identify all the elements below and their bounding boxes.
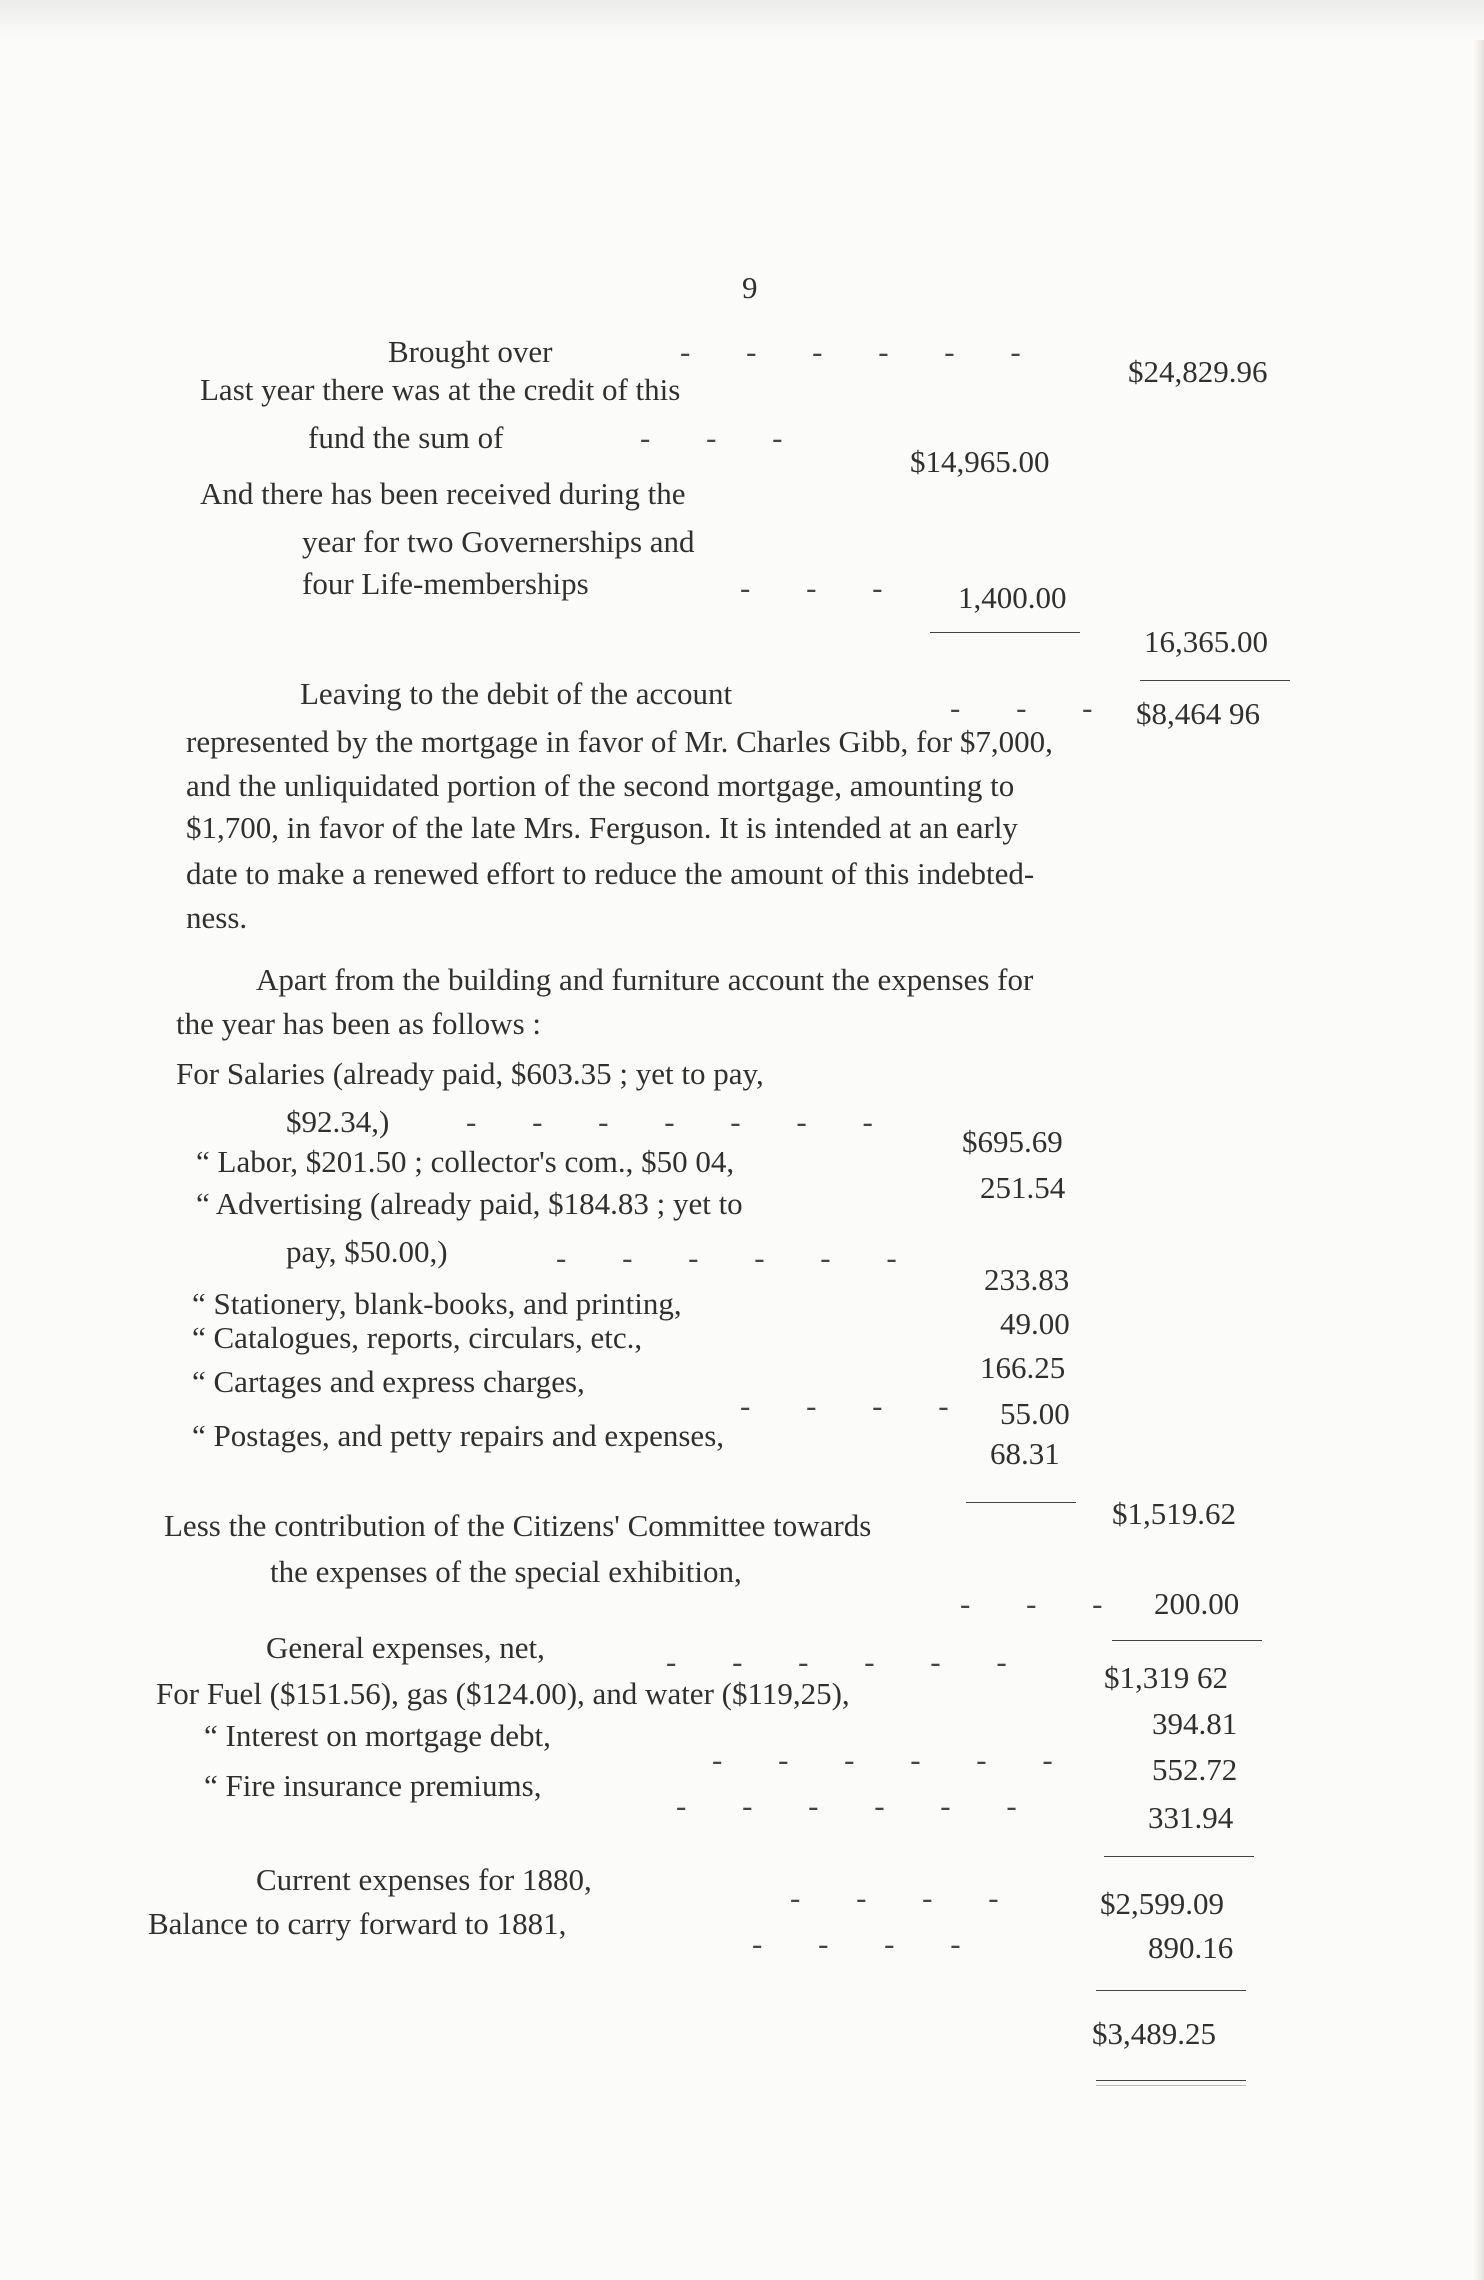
- total-rule: [1096, 1990, 1246, 1991]
- leader-dots: - - -: [740, 570, 907, 605]
- leader-dots: - - -: [960, 1586, 1127, 1621]
- cartages-amount: 55.00: [1000, 1396, 1070, 1431]
- less-amount: 200.00: [1154, 1586, 1240, 1621]
- paragraph-1-line: $1,700, in favor of the late Mrs. Ferguson. It is intended at an early: [186, 810, 1018, 845]
- labor-amount: 251.54: [980, 1170, 1066, 1205]
- leader-dots: - - - - - -: [666, 1644, 1031, 1679]
- balance-amount: 890.16: [1148, 1930, 1234, 1965]
- fire-line: “ Fire insurance premiums,: [204, 1768, 542, 1803]
- paragraph-2-line: Apart from the building and furniture account the expenses for: [256, 962, 1034, 997]
- leader-dots: - - - -: [790, 1880, 1023, 1915]
- less-line-1: Less the contribution of the Citizens' Committee towards: [164, 1508, 872, 1543]
- brought-over-total: $24,829.96: [1128, 354, 1268, 389]
- paragraph-1-line: date to make a renewed effort to reduce the amount of this indebted-: [186, 856, 1035, 891]
- leader-dots: - - - - - -: [676, 1788, 1041, 1823]
- paragraph-1-line: and the unliquidated portion of the second mortgage, amounting to: [186, 768, 1015, 803]
- interest-line: “ Interest on mortgage debt,: [204, 1718, 551, 1753]
- advertising-line-1: “ Advertising (already paid, $184.83 ; yet to: [196, 1186, 743, 1221]
- paragraph-2-line: the year has been as follows :: [176, 1006, 541, 1041]
- subtotal-rule: [966, 1502, 1076, 1503]
- received-amount: 1,400.00: [958, 580, 1067, 615]
- postages-line: “ Postages, and petty repairs and expenses,: [192, 1418, 725, 1453]
- leader-dots: - - - - - -: [680, 334, 1045, 369]
- paragraph-1-line: represented by the mortgage in favor of Mr. Charles Gibb, for $7,000,: [186, 724, 1053, 759]
- advertising-amount: 233.83: [984, 1262, 1070, 1297]
- received-line-2: year for two Governerships and: [302, 524, 695, 559]
- stationery-line: “ Stationery, blank-books, and printing,: [192, 1286, 682, 1321]
- leader-dots: - - - - - - -: [466, 1104, 897, 1139]
- received-total: 16,365.00: [1144, 624, 1268, 659]
- received-line-1: And there has been received during the: [200, 476, 686, 511]
- grand-total-double-rule: [1096, 2080, 1246, 2081]
- leader-dots: - - - - - -: [712, 1742, 1077, 1777]
- credit-line-1: Last year there was at the credit of this: [200, 372, 681, 407]
- leaving-label: Leaving to the debit of the account: [300, 676, 733, 711]
- leader-dots: - - -: [950, 690, 1117, 725]
- fuel-line: For Fuel ($151.56), gas ($124.00), and water ($119,25),: [156, 1676, 850, 1711]
- catalogues-amount: 166.25: [980, 1350, 1066, 1385]
- leaving-total: $8,464 96: [1136, 696, 1260, 731]
- received-line-3: four Life-memberships: [302, 566, 589, 601]
- subtotal-rule: [930, 632, 1080, 633]
- page-top-shadow: [0, 0, 1484, 40]
- total-rule: [1140, 680, 1290, 681]
- expenses-total: $1,519.62: [1112, 1496, 1236, 1531]
- stationery-amount: 49.00: [1000, 1306, 1070, 1341]
- credit-amount: $14,965.00: [910, 444, 1050, 479]
- leader-dots: - - - -: [752, 1926, 985, 1961]
- page-right-edge: [1474, 40, 1484, 2280]
- balance-label: Balance to carry forward to 1881,: [148, 1906, 567, 1941]
- labor-line: “ Labor, $201.50 ; collector's com., $50 04,: [196, 1144, 735, 1179]
- cartages-line: “ Cartages and express charges,: [192, 1364, 585, 1399]
- less-line-2: the expenses of the special exhibition,: [270, 1554, 742, 1589]
- current-label: Current expenses for 1880,: [256, 1862, 592, 1897]
- fuel-amount: 394.81: [1152, 1706, 1238, 1741]
- total-rule: [1104, 1856, 1254, 1857]
- advertising-line-2: pay, $50.00,): [286, 1234, 448, 1269]
- current-amount: $2,599.09: [1100, 1886, 1224, 1921]
- leader-dots: - - -: [640, 420, 807, 455]
- interest-amount: 552.72: [1152, 1752, 1238, 1787]
- general-label: General expenses, net,: [266, 1630, 545, 1665]
- page-number: 9: [742, 270, 758, 305]
- postages-amount: 68.31: [990, 1436, 1060, 1471]
- grand-total: $3,489.25: [1092, 2016, 1216, 2051]
- credit-line-2: fund the sum of: [308, 420, 504, 455]
- catalogues-line: “ Catalogues, reports, circulars, etc.,: [192, 1320, 643, 1355]
- leader-dots: - - - -: [740, 1388, 973, 1423]
- brought-over-label: Brought over: [388, 334, 553, 369]
- paragraph-1-line: ness.: [186, 900, 248, 935]
- fire-amount: 331.94: [1148, 1800, 1234, 1835]
- general-amount: $1,319 62: [1104, 1660, 1228, 1695]
- total-rule: [1112, 1640, 1262, 1641]
- leader-dots: - - - - - -: [556, 1240, 921, 1275]
- salaries-line-1: For Salaries (already paid, $603.35 ; yet to pay,: [176, 1056, 764, 1091]
- salaries-line-2: $92.34,): [286, 1104, 390, 1139]
- salaries-amount: $695.69: [962, 1124, 1063, 1159]
